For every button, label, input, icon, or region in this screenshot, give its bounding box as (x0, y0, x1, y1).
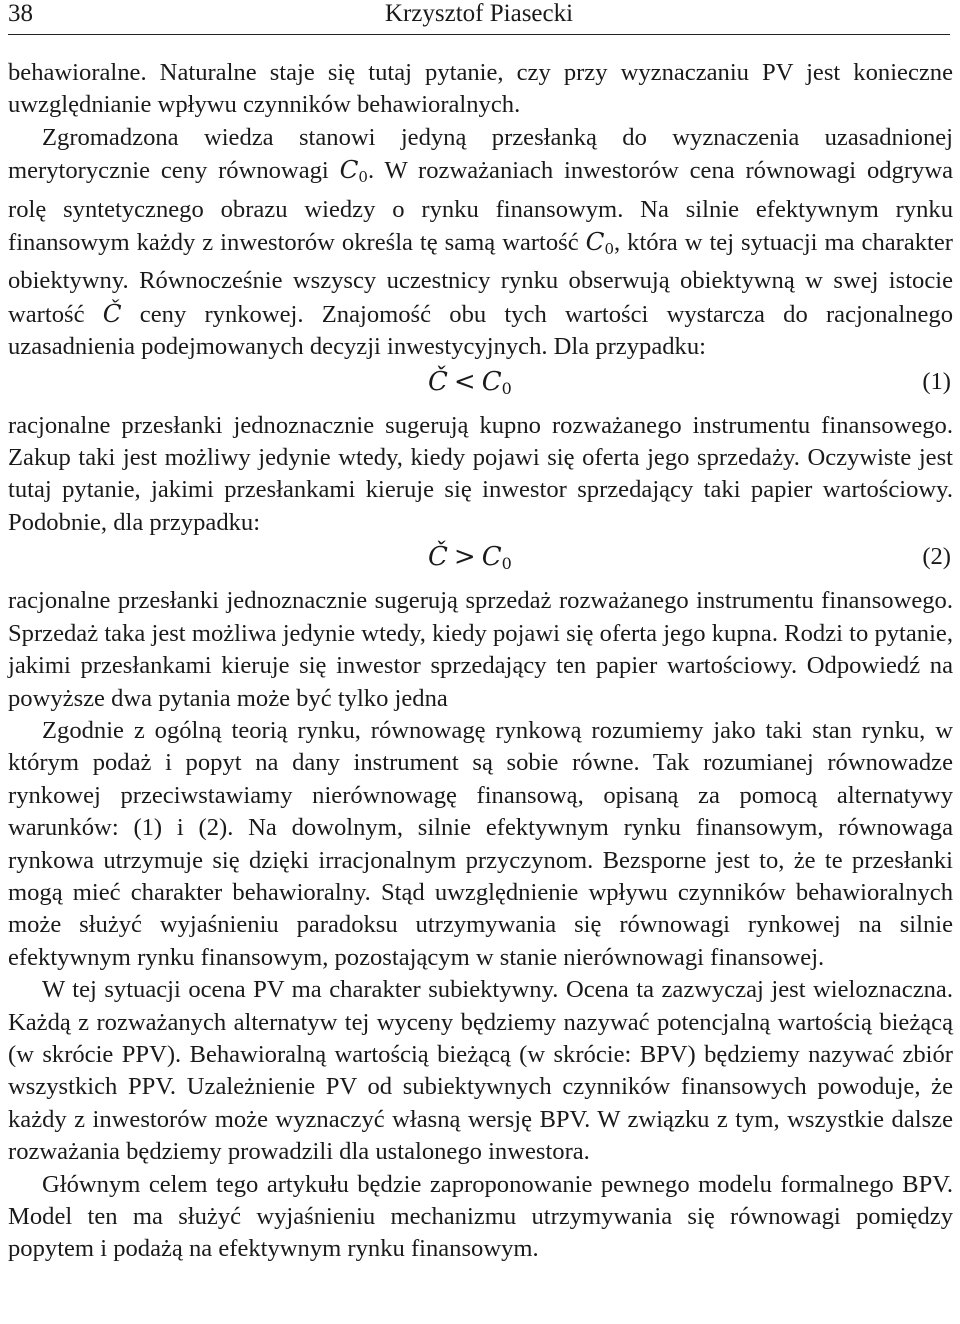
equation-number: (2) (922, 543, 951, 571)
symbol-c0: $C_0$ (585, 227, 615, 259)
paragraph-text: ceny rynkowej. Znajomość obu tych wartości wystarcza do racjonalnego uzasadnienia podejmowanych decyzji inwestycyjnych. Dla przypadku: (8, 300, 953, 361)
symbol-c0: $C_0$ (339, 155, 368, 187)
article-body (8, 57, 953, 1266)
equation-formula: Č < $C_0$ (428, 366, 512, 398)
paragraph (8, 122, 953, 364)
paragraph: racjonalne przesłanki jednoznacznie sugerują kupno rozważanego instrumentu finansowego. Zakup taki jest możliwy jedynie wtedy, kiedy pojawi się oferta jego sprzedaży. Oczywiste jest tutaj pytanie, jakimi przesłankami kieruje się inwestor sprzedający taki papier wartościowy. Podobnie, dla przypadku: (8, 411, 953, 536)
paragraph: W tej sytuacji ocena PV ma charakter subiektywny. Ocena ta zazwyczaj jest wieloznaczna. Każdą z rozważanych alternatyw tej wyceny będziemy nazywać potencjalną wartością bieżącą (w skrócie PPV). Behawioralną wartością bieżącą (w skrócie: BPV) będziemy nazywać zbiór wszystkich PPV. Uzależnienie PV od subiektywnych czynników finansowych powoduje, że każdy z inwestorów może wyznaczyć własną wersję BPV. W związku z tym, wszystkie dalsze rozważania będziemy prowadzili dla ustalonego inwestora. (8, 976, 953, 1166)
paragraph-text: Zgromadzona wiedza stanowi jedyną przesłanką do wyznaczenia uzasadnionej merytorycznie ceny równowagi (8, 123, 953, 185)
equation-formula: Č > $C_0$ (428, 542, 512, 574)
symbol-c-check: Č (102, 298, 122, 328)
paragraph-text: , która w tej sytuacji ma charakter obiektywny. Równocześnie wszyscy uczestnicy rynku obserwują obiektywną w swej istocie wartość (8, 229, 954, 328)
paragraph: Głównym celem tego artykułu będzie zaproponowanie pewnego modelu formalnego BPV. Model ten ma służyć wyjaśnieniu mechanizmu utrzymywania się równowagi pomiędzy popytem i podażą na efektywnym rynku finansowym. (8, 1170, 953, 1263)
equation-2 (8, 537, 953, 583)
equation-number: (1) (922, 367, 951, 395)
page-number: 38 (8, 0, 33, 27)
page-header (8, 0, 950, 35)
paragraph: behawioralne. Naturalne staje się tutaj pytanie, czy przy wyznaczaniu PV jest konieczne uwzględnianie wpływu czynników behawioralnych. (8, 59, 953, 119)
running-head-author: Krzysztof Piasecki (384, 0, 574, 27)
paragraph: racjonalne przesłanki jednoznacznie sugerują sprzedaż rozważanego instrumentu finansowego. Sprzedaż taka jest możliwa jedynie wtedy, kiedy pojawi się oferta jego kupna. Rodzi to pytanie, jakimi przesłankami kieruje się inwestor sprzedający ten papier wartościowy. Odpowiedź na powyższe dwa pytania może być tylko jedna (8, 587, 953, 712)
paragraph: Zgodnie z ogólną teorią rynku, równowagę rynkową rozumiemy jako taki stan rynku, w którym podaż i popyt na dany instrument są sobie równe. Tak rozumianej równowadze rynkowej przeciwstawiamy nierównowagę finansową, opisaną za pomocą alternatywy warunków: (1) i (2). Na dowolnym, silnie efektywnym rynku finansowym, równowaga rynkowa utrzymuje się dzięki irracjonalnym przyczynom. Bezsporne jest to, że te przesłanki mogą mieć charakter behawioralny. Stąd uwzględnienie wpływu czynników behawioralnych może służyć wyjaśnieniu paradoksu utrzymywania się równowagi rynkowej na silnie efektywnym rynku finansowym, pozostającym w stanie nierównowagi finansowej. (8, 716, 953, 971)
paragraph-text: . W rozważaniach inwestorów cena równowagi odgrywa rolę syntetycznego obrazu wiedzy o rynku finansowym. Na silnie efektywnym rynku finansowym każdy z inwestorów określa tę samą wartość (8, 157, 953, 257)
equation-1 (8, 362, 953, 408)
